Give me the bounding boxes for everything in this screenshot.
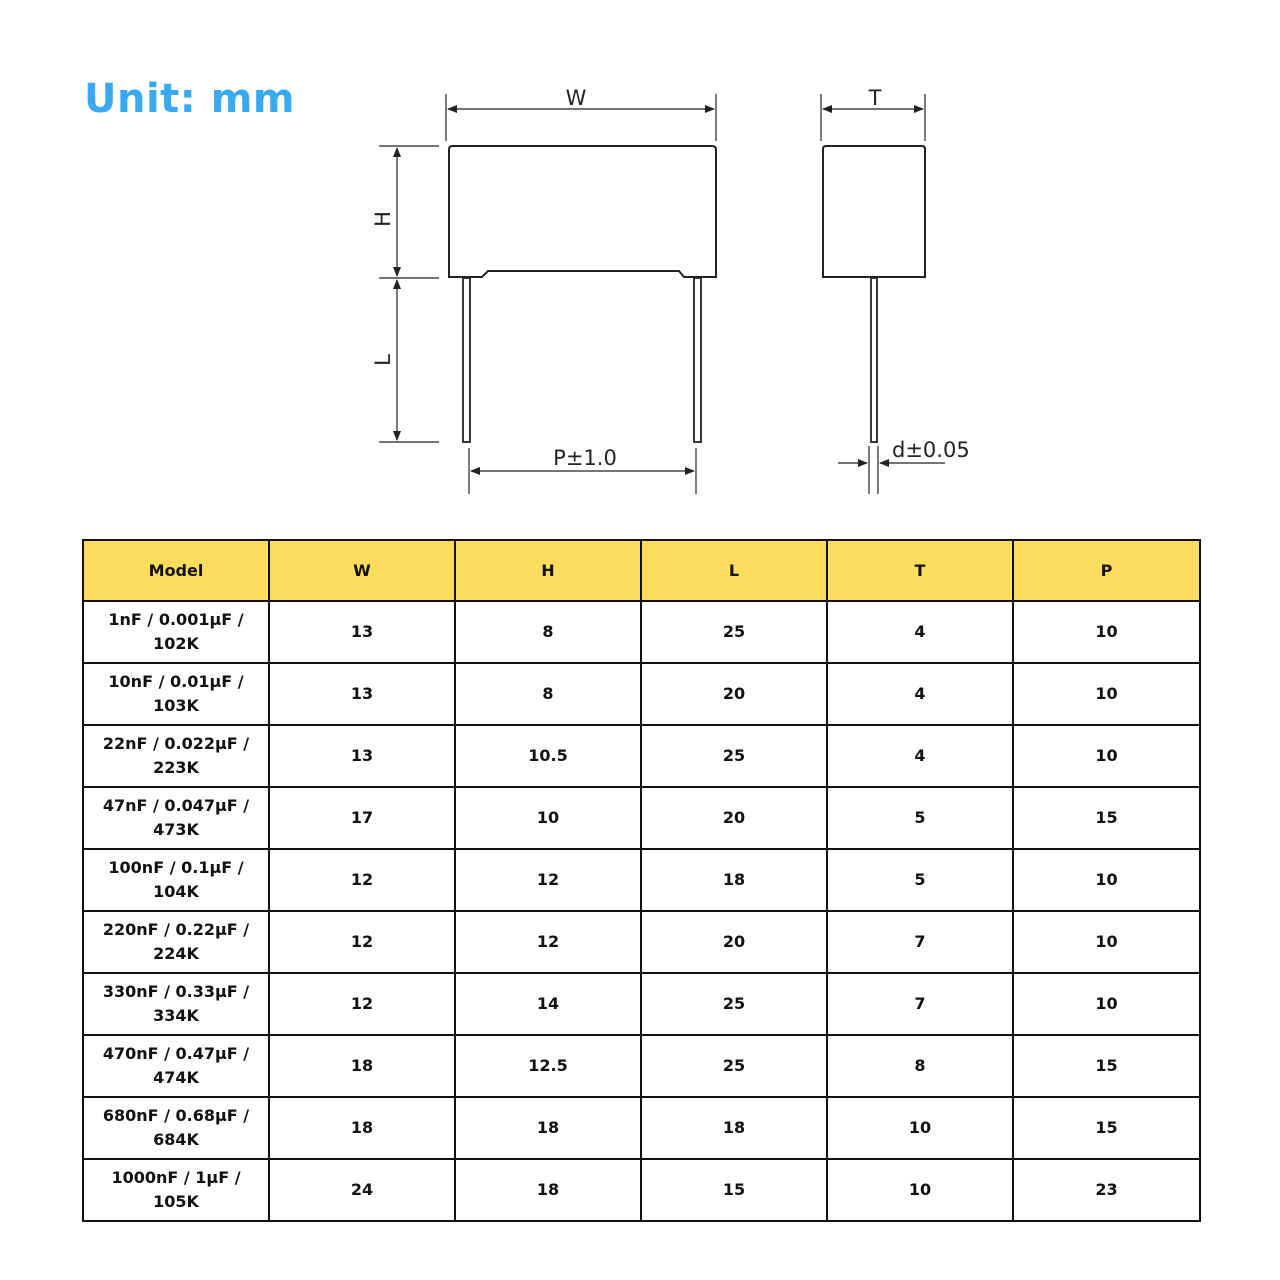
side-view-body (823, 146, 925, 277)
cell-p: 10 (1013, 601, 1200, 663)
cell-t: 5 (827, 849, 1013, 911)
table-row (83, 787, 1200, 849)
dimension-table (82, 539, 1201, 1222)
cell-h: 8 (455, 601, 641, 663)
cell-l: 20 (641, 787, 827, 849)
cell-h: 10.5 (455, 725, 641, 787)
header-model: Model (83, 540, 269, 601)
front-right-lead (694, 278, 701, 442)
cell-model: 22nF / 0.022μF / 223K (83, 725, 269, 787)
cell-w: 12 (269, 973, 455, 1035)
front-view-body (449, 146, 716, 277)
cell-t: 4 (827, 725, 1013, 787)
cell-l: 25 (641, 725, 827, 787)
capacitor-dimension-diagram (0, 0, 1280, 530)
cell-w: 12 (269, 849, 455, 911)
pitch-label: P±1.0 (553, 446, 617, 470)
cell-model: 220nF / 0.22μF / 224K (83, 911, 269, 973)
cell-w: 17 (269, 787, 455, 849)
lead-diameter-label: d±0.05 (892, 438, 970, 462)
table-row (83, 849, 1200, 911)
cell-p: 10 (1013, 973, 1200, 1035)
cell-t: 10 (827, 1159, 1013, 1221)
cell-t: 4 (827, 663, 1013, 725)
table-row (83, 601, 1200, 663)
cell-h: 18 (455, 1159, 641, 1221)
table-row (83, 1035, 1200, 1097)
cell-model: 680nF / 0.68μF / 684K (83, 1097, 269, 1159)
table-row (83, 911, 1200, 973)
cell-p: 15 (1013, 1035, 1200, 1097)
table-row (83, 1097, 1200, 1159)
cell-h: 12 (455, 849, 641, 911)
table-row (83, 973, 1200, 1035)
cell-h: 12.5 (455, 1035, 641, 1097)
table-row (83, 1159, 1200, 1221)
side-lead (871, 278, 877, 442)
width-label: W (565, 86, 587, 110)
header-h: H (455, 540, 641, 601)
cell-model: 470nF / 0.47μF / 474K (83, 1035, 269, 1097)
cell-t: 10 (827, 1097, 1013, 1159)
unit-title: Unit: mm (84, 76, 296, 122)
cell-p: 15 (1013, 1097, 1200, 1159)
cell-model: 330nF / 0.33μF / 334K (83, 973, 269, 1035)
header-p: P (1013, 540, 1200, 601)
cell-p: 10 (1013, 911, 1200, 973)
cell-p: 15 (1013, 787, 1200, 849)
cell-p: 23 (1013, 1159, 1200, 1221)
cell-l: 25 (641, 1035, 827, 1097)
cell-p: 10 (1013, 663, 1200, 725)
lead-length-label: L (371, 354, 395, 366)
cell-p: 10 (1013, 725, 1200, 787)
table-row (83, 725, 1200, 787)
cell-w: 13 (269, 663, 455, 725)
cell-t: 7 (827, 911, 1013, 973)
cell-l: 20 (641, 663, 827, 725)
height-label: H (371, 211, 395, 227)
cell-h: 12 (455, 911, 641, 973)
cell-model: 10nF / 0.01μF / 103K (83, 663, 269, 725)
cell-h: 18 (455, 1097, 641, 1159)
cell-w: 18 (269, 1035, 455, 1097)
cell-w: 12 (269, 911, 455, 973)
table-header-row (83, 540, 1200, 601)
cell-model: 1nF / 0.001μF / 102K (83, 601, 269, 663)
cell-w: 13 (269, 601, 455, 663)
cell-t: 8 (827, 1035, 1013, 1097)
header-w: W (269, 540, 455, 601)
cell-l: 25 (641, 601, 827, 663)
cell-model: 100nF / 0.1μF / 104K (83, 849, 269, 911)
cell-t: 7 (827, 973, 1013, 1035)
cell-w: 13 (269, 725, 455, 787)
header-l: L (641, 540, 827, 601)
cell-w: 18 (269, 1097, 455, 1159)
cell-model: 1000nF / 1μF / 105K (83, 1159, 269, 1221)
cell-t: 5 (827, 787, 1013, 849)
cell-p: 10 (1013, 849, 1200, 911)
cell-model: 47nF / 0.047μF / 473K (83, 787, 269, 849)
cell-l: 18 (641, 849, 827, 911)
cell-h: 14 (455, 973, 641, 1035)
thickness-label: T (868, 86, 882, 110)
cell-w: 24 (269, 1159, 455, 1221)
cell-t: 4 (827, 601, 1013, 663)
front-left-lead (463, 278, 470, 442)
cell-l: 25 (641, 973, 827, 1035)
cell-l: 20 (641, 911, 827, 973)
cell-l: 18 (641, 1097, 827, 1159)
table-row (83, 663, 1200, 725)
cell-h: 10 (455, 787, 641, 849)
header-t: T (827, 540, 1013, 601)
cell-l: 15 (641, 1159, 827, 1221)
cell-h: 8 (455, 663, 641, 725)
